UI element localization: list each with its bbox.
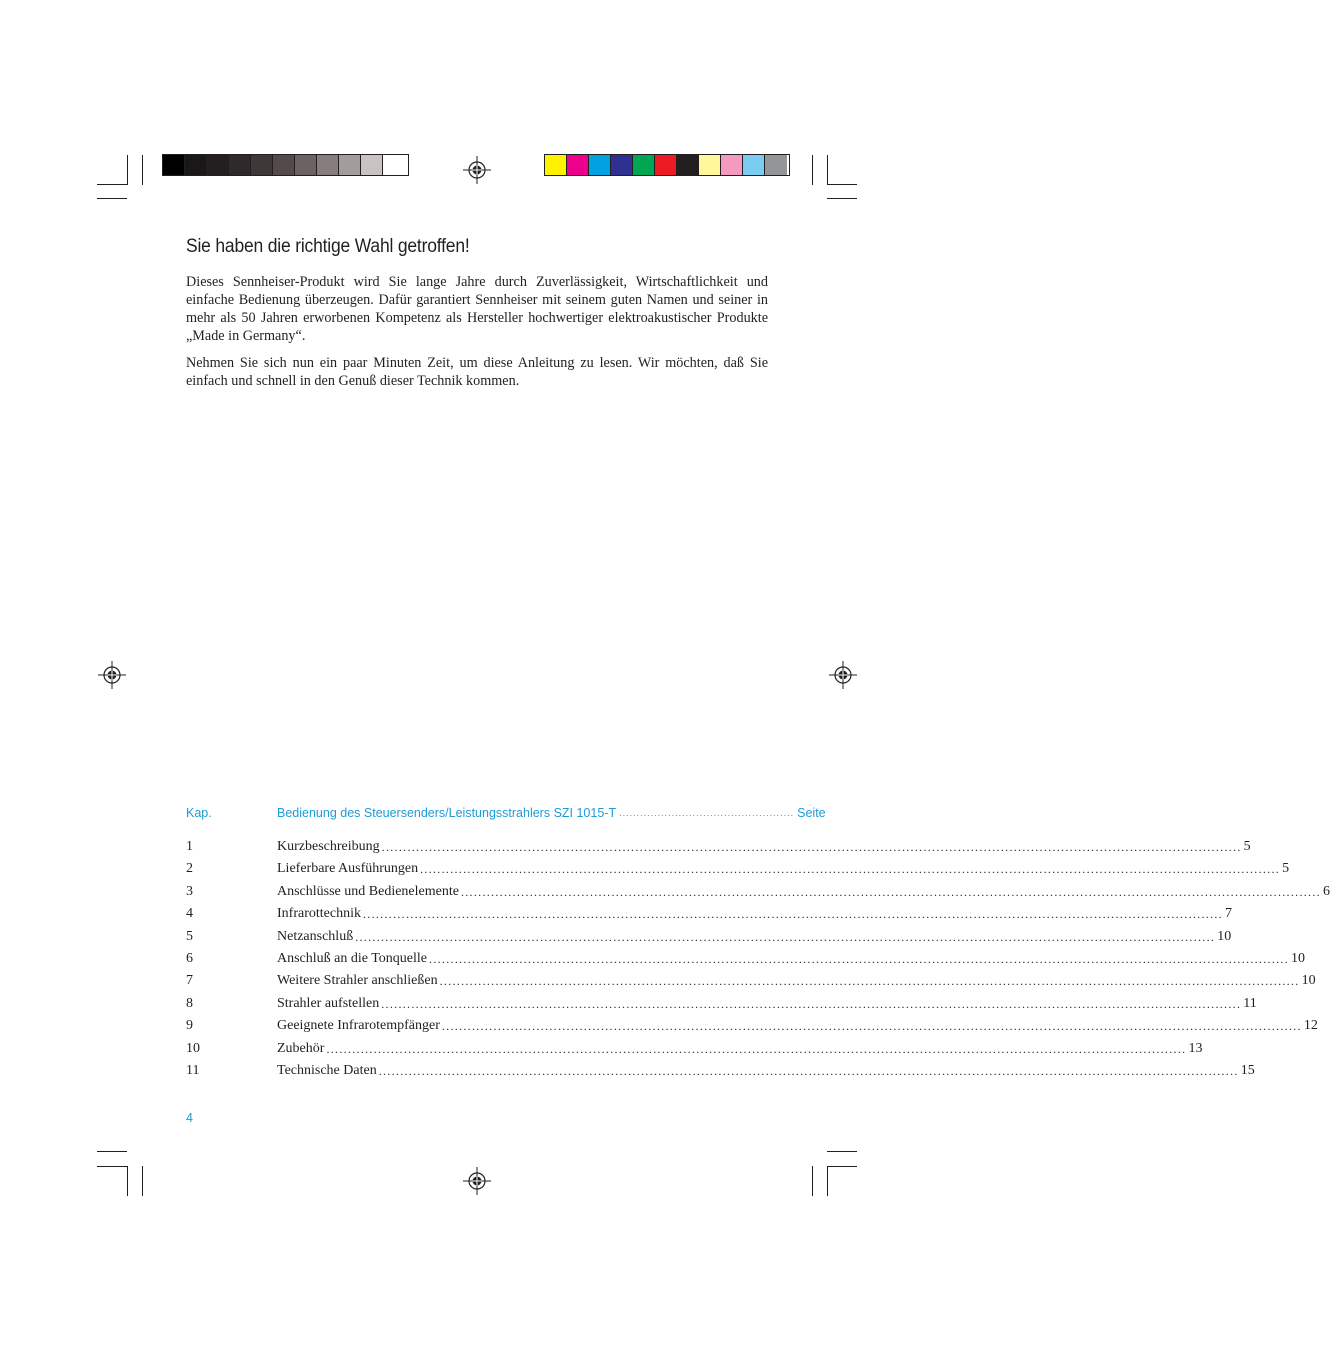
toc-row [186, 972, 1316, 994]
toc-entry-title: Geeignete Infrarotempfänger [277, 1018, 440, 1034]
toc-row [186, 1062, 1255, 1084]
toc-row [186, 1017, 1318, 1039]
color-swatch [611, 155, 633, 175]
gray-swatch [361, 155, 383, 175]
toc-row [186, 860, 1290, 882]
color-swatch [699, 155, 721, 175]
toc-row [186, 883, 1330, 905]
table-of-contents [186, 838, 1330, 1084]
color-swatch [721, 155, 743, 175]
toc-leader-dots: ........................................................................................................................................................................................................ [441, 1019, 1302, 1034]
toc-entry-page: 5 [1243, 839, 1251, 854]
page-title: Sie haben die richtige Wahl getroffen! [186, 236, 470, 257]
toc-row [186, 995, 1257, 1017]
toc-chapter-number: 7 [186, 973, 193, 989]
toc-leader-dots: ........................................................................................................................................................................................................ [381, 840, 1242, 854]
toc-row [186, 928, 1232, 950]
toc-entry-page: 10 [1291, 950, 1306, 966]
gray-swatch [317, 155, 339, 175]
color-swatch [655, 155, 677, 175]
toc-entry-page: 5 [1282, 861, 1290, 877]
registration-mark-icon [98, 661, 126, 689]
gray-swatch [207, 155, 229, 175]
toc-leader-dots: ........................................................................................................................................................................................................ [381, 996, 1242, 1011]
color-swatch [545, 155, 567, 175]
process-color-bar [544, 154, 790, 176]
gray-swatch [295, 155, 317, 175]
registration-mark-icon [829, 661, 857, 689]
toc-entry-title: Kurzbeschreibung [277, 839, 380, 854]
toc-chapter-number: 10 [186, 1040, 200, 1056]
toc-chapter-number: 1 [186, 839, 193, 854]
toc-chapter-number: 3 [186, 883, 193, 899]
color-swatch [567, 155, 589, 175]
toc-leader-dots: ........................................................................................................................................................................................................ [429, 951, 1290, 966]
page-number: 4 [186, 1111, 193, 1125]
toc-chapter-number: 5 [186, 928, 193, 944]
gray-swatch [163, 155, 185, 175]
toc-entry-title: Netzanschluß [277, 928, 354, 944]
instruction-paragraph: Nehmen Sie sich nun ein paar Minuten Zeit, um diese Anleitung zu lesen. Wir möchten, daß Sie einfach und schnell in den Genuß dieser Technik kommen. [186, 355, 768, 389]
color-swatch [589, 155, 611, 175]
toc-chapter-number: 4 [186, 906, 193, 922]
toc-leader-dots: ........................................................................................................................................................................................................ [378, 1063, 1239, 1078]
toc-chapter-number: 2 [186, 861, 193, 877]
toc-entry-title: Zubehör [277, 1040, 325, 1056]
toc-entry-page: 12 [1303, 1018, 1318, 1034]
color-swatch [633, 155, 655, 175]
color-swatch [765, 155, 787, 175]
toc-leader-dots: ........................................................................................................................................................................................................ [355, 929, 1216, 944]
gray-swatch [251, 155, 273, 175]
toc-entry-page: 11 [1243, 995, 1257, 1011]
intro-paragraph: Dieses Sennheiser-Produkt wird Sie lange Jahre durch Zuverlässigkeit, Wirtschaftlichkeit und einfache Bedienung überzeugen. Dafür garantiert Sennheiser mit seinem guten Namen und seiner in mehr als 50 Jahren erworbenen Kompetenz als Hersteller hochwertiger elektroakustischer Produkte „Made in Germany“. [186, 274, 768, 344]
toc-leader-dots: ........................................................................................................................................................................................................ [460, 884, 1321, 899]
toc-entry-page: 7 [1224, 906, 1232, 922]
toc-chapter-number: 9 [186, 1018, 193, 1034]
toc-chapter-number: 11 [186, 1062, 200, 1078]
toc-row [186, 838, 1251, 860]
toc-entry-title: Anschluß an die Tonquelle [277, 950, 428, 966]
toc-leader-dots: ........................................................................................................................................................................................................ [439, 974, 1300, 989]
toc-row [186, 905, 1232, 927]
grayscale-color-bar [162, 154, 409, 176]
toc-entry-title: Infrarottechnik [277, 906, 361, 922]
toc-entry-title: Anschlüsse und Bedienelemente [277, 883, 459, 899]
gray-swatch [273, 155, 295, 175]
color-swatch [743, 155, 765, 175]
toc-entry-page: 10 [1301, 973, 1316, 989]
gray-swatch [185, 155, 207, 175]
registration-mark-icon [463, 156, 491, 184]
toc-leader-dots: ........................................................................................................................................................................................................ [420, 862, 1281, 877]
toc-entry-page: 6 [1322, 883, 1330, 899]
toc-row [186, 950, 1306, 972]
toc-entry-page: 10 [1217, 928, 1232, 944]
toc-header [186, 806, 826, 824]
toc-entry-page: 15 [1240, 1062, 1255, 1078]
toc-row [186, 1040, 1203, 1062]
toc-leader-dots: ........................................................................................................................................................................................................ [362, 907, 1223, 922]
toc-leader-dots: ........................................................................................................................................................................................................ [326, 1041, 1187, 1056]
toc-entry-title: Strahler aufstellen [277, 995, 380, 1011]
toc-leader-dots: .................................................. [619, 808, 795, 818]
toc-chapter-number: 6 [186, 950, 193, 966]
registration-mark-icon [463, 1167, 491, 1195]
color-swatch [677, 155, 699, 175]
toc-column-kap: Kap. [186, 806, 212, 820]
toc-column-seite: Seite [797, 806, 826, 820]
toc-entry-title: Technische Daten [277, 1062, 377, 1078]
toc-entry-title: Lieferbare Ausführungen [277, 861, 419, 877]
toc-entry-page: 13 [1188, 1040, 1203, 1056]
toc-entry-title: Weitere Strahler anschließen [277, 973, 438, 989]
gray-swatch [339, 155, 361, 175]
gray-swatch [229, 155, 251, 175]
gray-swatch [383, 155, 405, 175]
toc-section-title: Bedienung des Steuersenders/Leistungsstrahlers SZI 1015-T [277, 806, 617, 820]
toc-chapter-number: 8 [186, 995, 193, 1011]
